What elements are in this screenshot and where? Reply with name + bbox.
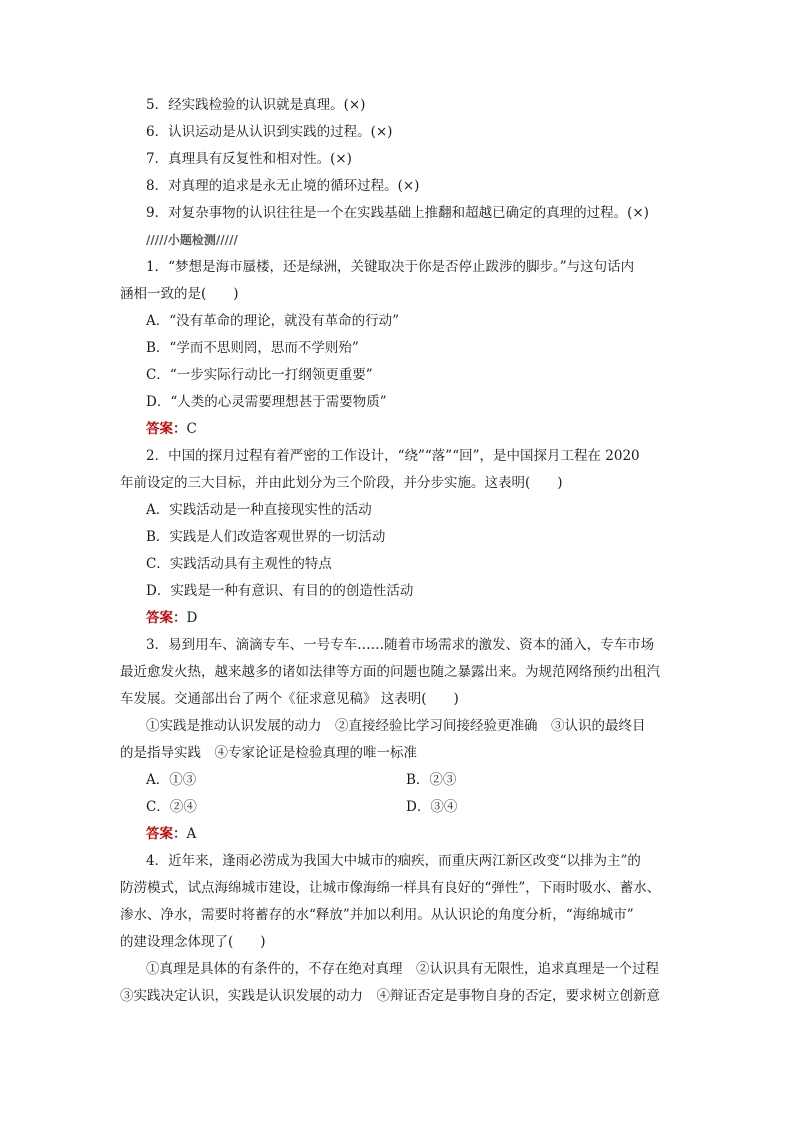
answer-label: 答案： — [146, 421, 187, 437]
q1-option-c: C．“一步实际行动比一打纲领更重要” — [146, 367, 373, 383]
q2-option-a: A．实践活动是一种直接现实性的活动 — [146, 502, 372, 518]
q4-stem-line: 4．近年来，逢雨必涝成为我国大中城市的痼疾，而重庆两江新区改变“以排为主”的 — [146, 853, 641, 869]
q1-option-b: B．“学而不思则罔，思而不学则殆” — [146, 340, 359, 356]
q4-items-line: ①真理是具体的有条件的，不存在绝对真理 ②认识具有无限性，追求真理是一个过程 — [146, 961, 659, 977]
q4-items-line: ③实践决定认识，实践是认识发展的动力 ④辩证否定是事物自身的否定，要求树立创新意 — [120, 988, 660, 1004]
q2-option-b: B．实践是人们改造客观世界的一切活动 — [146, 529, 386, 545]
section-title: /////小题检测///// — [146, 233, 238, 247]
q4-stem-line: 渗水、净水，需要时将蓄存的水“释放”并加以利用。从认识论的角度分析，“海绵城市” — [120, 907, 634, 923]
q3-option-c: C．②④ — [146, 799, 197, 815]
q2-answer — [146, 609, 197, 627]
q3-answer — [146, 825, 196, 843]
q1-stem-line: 1．“梦想是海市蜃楼，还是绿洲，关键取决于你是否停止跋涉的脚步。”与这句话内 — [146, 259, 635, 275]
q1-stem-line: 涵相一致的是( ) — [120, 286, 239, 302]
judgment-7: 7．真理具有反复性和相对性。(×) — [146, 151, 352, 167]
q1-option-d: D．“人类的心灵需要理想甚于需要物质” — [146, 394, 387, 410]
q3-stem-line: 3．易到用车、滴滴专车、一号专车……随着市场需求的激发、资本的涌入，专车市场 — [146, 637, 655, 653]
judgment-5: 5．经实践检验的认识就是真理。(×) — [146, 97, 366, 113]
q1-answer-value: C — [186, 421, 197, 437]
q3-stem-line: 车发展。交通部出台了两个《征求意见稿》 这表明( ) — [120, 691, 459, 707]
answer-label: 答案： — [146, 610, 187, 626]
answer-label: 答案： — [146, 826, 187, 842]
q2-stem-line: 年前设定的三大目标，并由此划分为三个阶段，并分步实施。这表明( ) — [120, 475, 563, 491]
q4-stem-line: 防涝模式，试点海绵城市建设，让城市像海绵一样具有良好的“弹性”，下雨时吸水、蓄水、 — [120, 880, 661, 896]
q2-option-c: C．实践活动具有主观性的特点 — [146, 556, 332, 572]
q4-stem-line: 的建设理念体现了( ) — [120, 934, 266, 950]
q2-option-d: D．实践是一种有意识、有目的的创造性活动 — [146, 583, 414, 599]
judgment-8: 8．对真理的追求是永无止境的循环过程。(×) — [146, 178, 420, 194]
q3-stem-line: 最近愈发火热，越来越多的诸如法律等方面的问题也随之暴露出来。为规范网络预约出租汽 — [120, 664, 660, 680]
q2-stem-line: 2．中国的探月过程有着严密的工作设计，“绕”“落”“回”，是中国探月工程在 2020 — [146, 448, 640, 464]
q3-option-d: D．③④ — [406, 799, 458, 815]
q3-items-line: 的是指导实践 ④专家论证是检验真理的唯一标准 — [120, 745, 417, 761]
judgment-9: 9．对复杂事物的认识往往是一个在实践基础上推翻和超越已确定的真理的过程。(×) — [146, 205, 649, 221]
q1-answer — [146, 420, 197, 438]
q3-option-b: B．②③ — [406, 772, 457, 788]
q3-option-a: A．①③ — [146, 772, 197, 788]
q3-answer-value: A — [186, 826, 197, 842]
q1-option-a: A．“没有革命的理论，就没有革命的行动” — [146, 313, 400, 329]
q2-answer-value: D — [186, 610, 198, 626]
judgment-6: 6．认识运动是从认识到实践的过程。(×) — [146, 124, 393, 140]
q3-items-line: ①实践是推动认识发展的动力 ②直接经验比学习间接经验更准确 ③认识的最终目 — [146, 718, 646, 734]
